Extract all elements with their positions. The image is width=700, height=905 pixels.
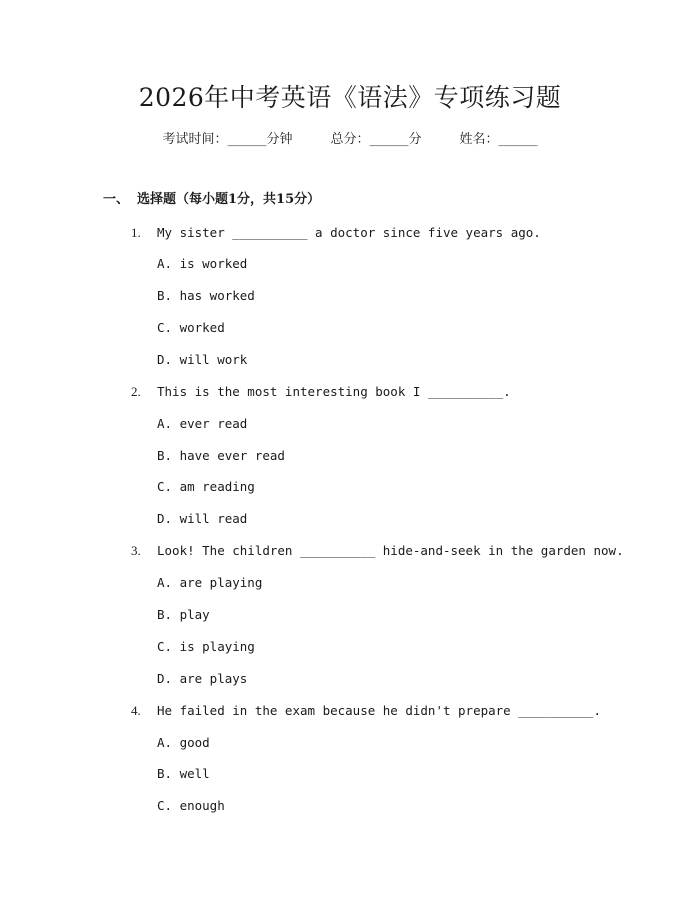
section-heading bbox=[103, 190, 320, 210]
question-stem: Look! The children __________ hide-and-seek in the garden now. bbox=[157, 543, 624, 558]
option-c: C. enough bbox=[157, 798, 225, 813]
option-b: B. have ever read bbox=[157, 448, 285, 463]
question-stem: My sister __________ a doctor since five years ago. bbox=[157, 225, 541, 240]
option-d: D. are plays bbox=[157, 671, 248, 686]
question-number: 1. bbox=[131, 225, 141, 240]
exam-total-score: 总分：______分 bbox=[330, 132, 422, 147]
option-b: B. has worked bbox=[157, 288, 255, 303]
option-c: C. am reading bbox=[157, 479, 255, 494]
option-a: A. is worked bbox=[157, 256, 248, 271]
option-b: B. well bbox=[157, 766, 210, 781]
question-number: 2. bbox=[131, 384, 141, 399]
option-c: C. worked bbox=[157, 320, 225, 335]
option-d: D. will read bbox=[157, 511, 248, 526]
section-number: 一、 bbox=[103, 192, 130, 207]
section-title: 选择题（每小题1分，共15分） bbox=[137, 192, 321, 207]
option-d: D. will work bbox=[157, 352, 248, 367]
option-a: A. good bbox=[157, 735, 210, 750]
question-stem: He failed in the exam because he didn't prepare __________. bbox=[157, 703, 602, 718]
exam-time: 考试时间：______分钟 bbox=[162, 132, 293, 147]
option-a: A. ever read bbox=[157, 416, 248, 431]
option-b: B. play bbox=[157, 607, 210, 622]
question-stem: This is the most interesting book I __________. bbox=[157, 384, 511, 399]
option-a: A. are playing bbox=[157, 575, 263, 590]
exam-meta bbox=[0, 130, 700, 150]
student-name: 姓名：______ bbox=[459, 132, 538, 147]
option-c: C. is playing bbox=[157, 639, 255, 654]
question-number: 3. bbox=[131, 543, 141, 558]
question-number: 4. bbox=[131, 703, 141, 718]
page-title: 2026年中考英语《语法》专项练习题 bbox=[138, 83, 562, 112]
